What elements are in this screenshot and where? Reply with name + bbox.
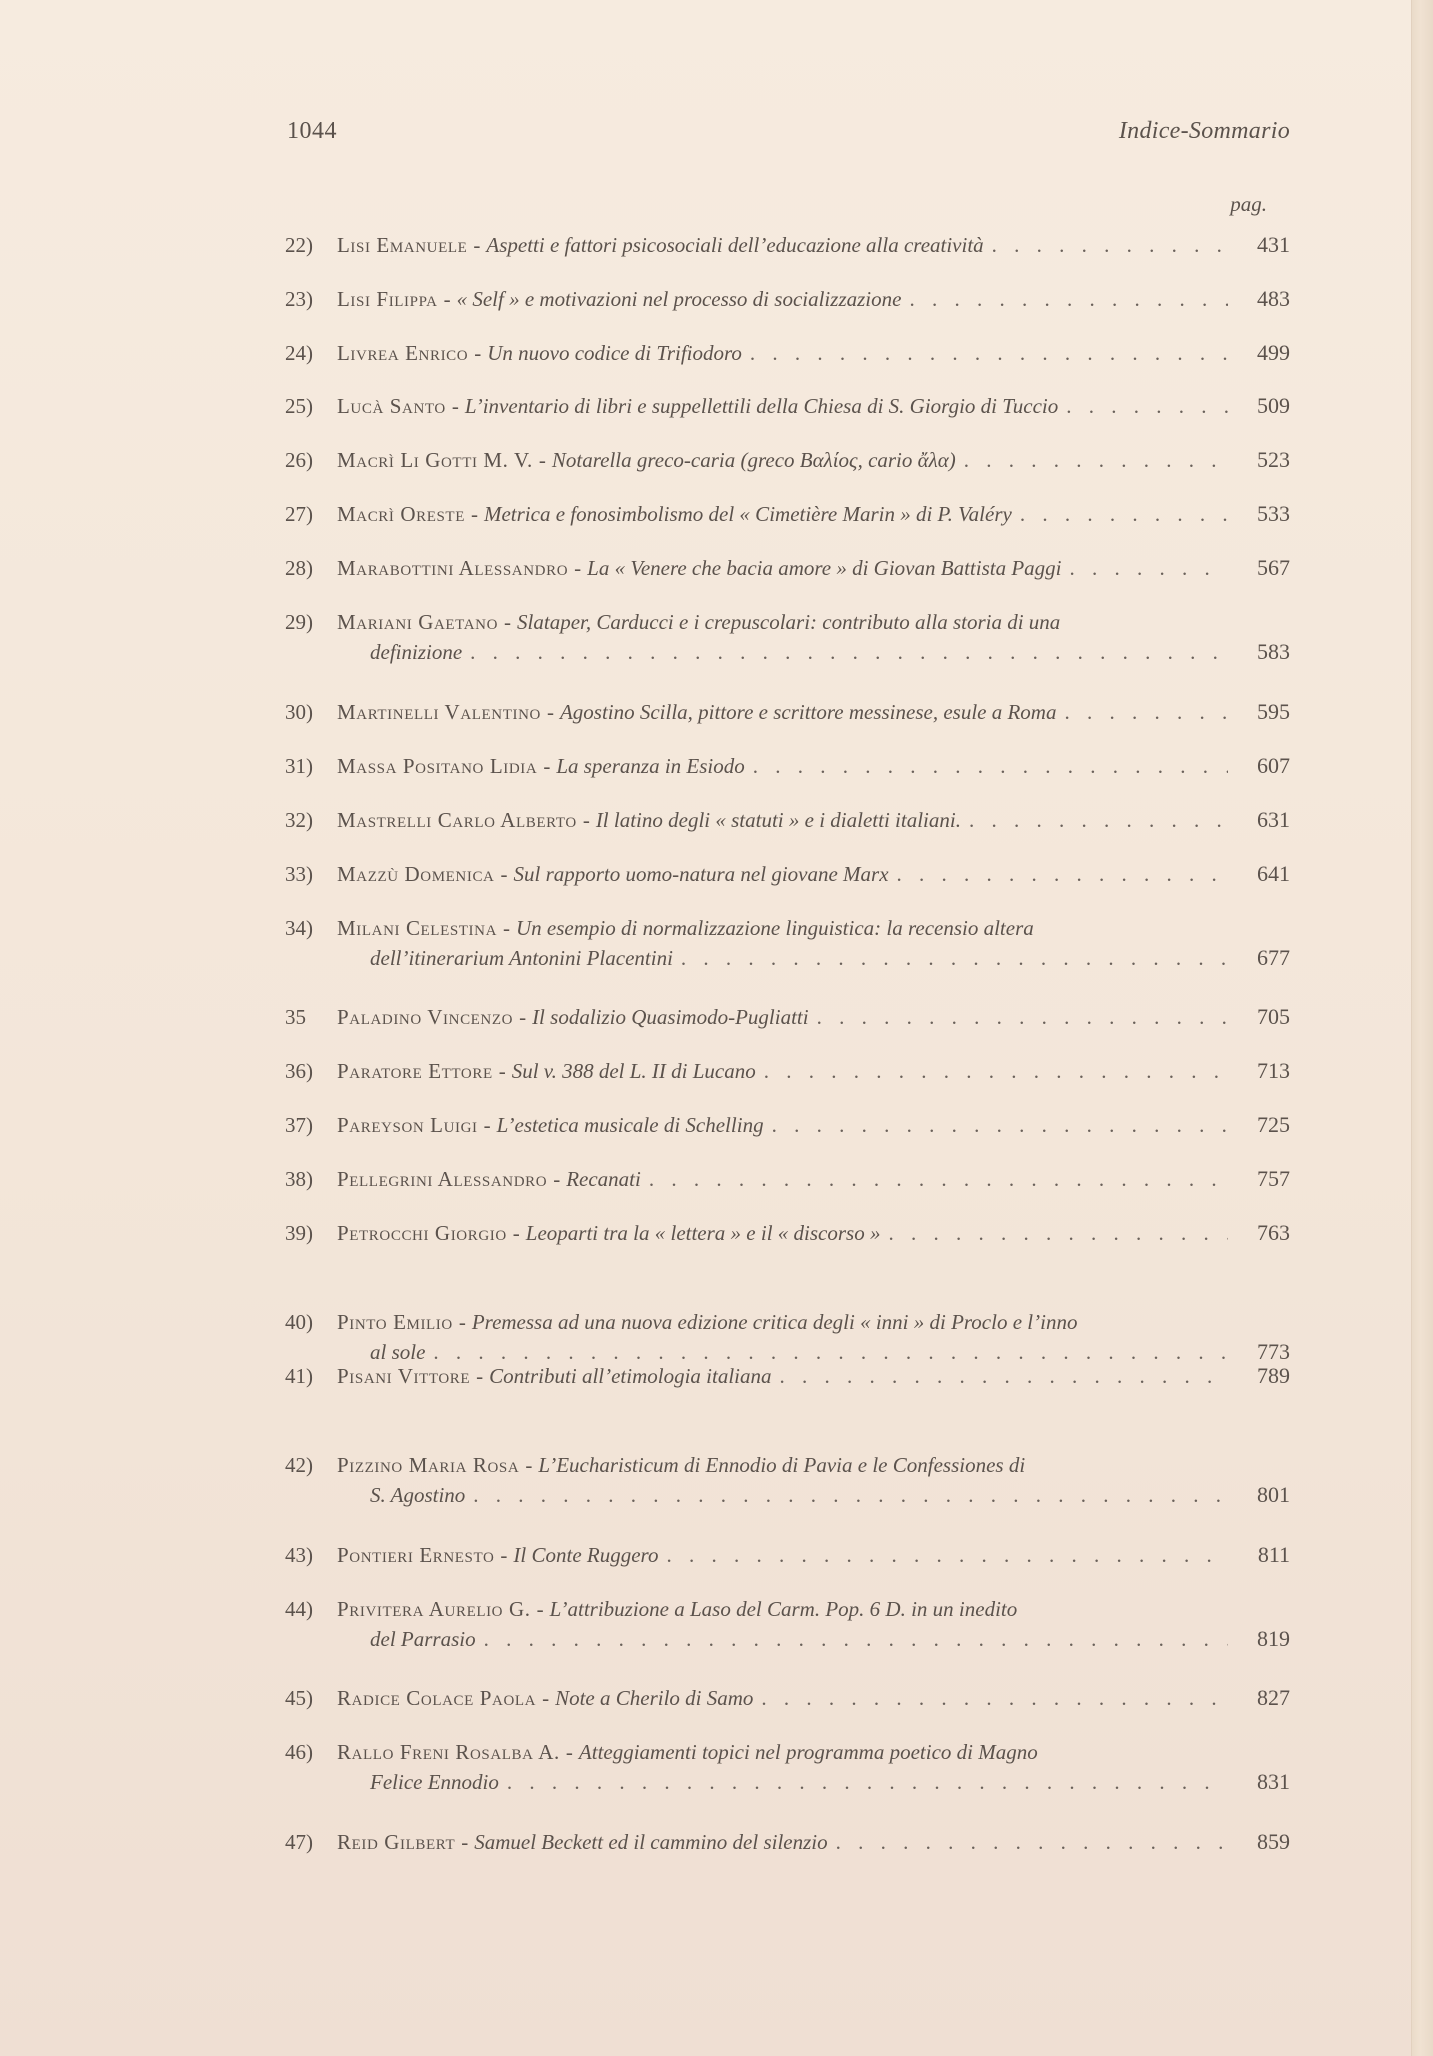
entry-separator: - <box>498 1059 506 1083</box>
running-head <box>287 118 1290 148</box>
entry-title-continuation: dell’itinerarium Antonini Placentini <box>370 946 673 970</box>
toc-entry-continuation <box>285 1767 1290 1797</box>
entry-separator: - <box>458 1310 466 1334</box>
entry-number: 38) <box>285 1167 313 1191</box>
toc-entry <box>285 553 1290 583</box>
entry-separator: - <box>525 1453 533 1477</box>
entry-title: Sul v. 388 del L. II di Lucano <box>511 1059 756 1083</box>
entry-separator: - <box>543 754 551 778</box>
entry-author: Mazzù Domenica <box>337 862 495 886</box>
dot-leader <box>956 445 1228 475</box>
entry-separator: - <box>512 1221 520 1245</box>
entry-separator: - <box>483 1113 491 1137</box>
entry-page: 583 <box>1257 639 1290 664</box>
entry-separator: - <box>538 448 546 472</box>
entry-page: 819 <box>1257 1626 1290 1651</box>
entry-author: Paratore Ettore <box>337 1059 493 1083</box>
entry-author: Pisani Vittore <box>337 1364 471 1388</box>
toc-entry <box>285 1056 1290 1086</box>
dot-leader <box>462 637 1228 667</box>
entry-page: 533 <box>1257 501 1290 526</box>
toc-entry <box>285 445 1290 475</box>
entry-author: Paladino Vincenzo <box>337 1005 514 1029</box>
entry-number: 41) <box>285 1364 313 1388</box>
dot-leader <box>476 1624 1228 1654</box>
toc-entry-line <box>285 1164 1290 1194</box>
entry-number: 46) <box>285 1740 313 1764</box>
toc-entry <box>285 805 1290 835</box>
entry-number: 40) <box>285 1310 313 1334</box>
toc-entry-line <box>285 1683 1290 1713</box>
toc-entry <box>285 1737 1290 1797</box>
toc-entry <box>285 338 1290 368</box>
section-title: Indice-Sommario <box>1118 118 1290 144</box>
entry-page: 677 <box>1257 945 1290 970</box>
entry-number: 44) <box>285 1597 313 1621</box>
entry-author: Radice Colace Paola <box>337 1686 537 1710</box>
toc-entry <box>285 697 1290 727</box>
entry-title: L’Eucharisticum di Ennodio di Pavia e le Confessiones di <box>538 1453 1026 1477</box>
entry-separator: - <box>500 1543 508 1567</box>
entry-title-continuation: al sole <box>370 1340 426 1364</box>
toc-entry-line <box>285 751 1290 781</box>
toc-entry <box>285 1307 1290 1367</box>
entry-page: 831 <box>1257 1769 1290 1794</box>
toc-entry <box>285 230 1290 260</box>
entry-author: Pinto Emilio <box>337 1310 453 1334</box>
entry-number: 47) <box>285 1830 313 1854</box>
entry-title-continuation: Felice Ennodio <box>370 1770 499 1794</box>
entry-page: 641 <box>1257 861 1290 886</box>
toc-entry-line <box>285 1540 1290 1570</box>
entry-separator: - <box>553 1167 561 1191</box>
entry-author: Pareyson Luigi <box>337 1113 478 1137</box>
entry-separator: - <box>574 556 582 580</box>
entry-page: 757 <box>1257 1166 1290 1191</box>
toc-entry <box>285 1450 1290 1510</box>
dot-leader <box>673 943 1228 973</box>
entry-title: Premessa ad una nuova edizione critica degli « inni » di Proclo e l’inno <box>471 1310 1078 1334</box>
toc-entry-line <box>285 1737 1290 1767</box>
toc-entry <box>285 1594 1290 1654</box>
toc-entry-continuation <box>285 1624 1290 1654</box>
entry-number: 43) <box>285 1543 313 1567</box>
toc-entry-line <box>285 1594 1290 1624</box>
dot-leader <box>880 1218 1228 1248</box>
entry-separator: - <box>474 341 482 365</box>
entry-author: Martinelli Valentino <box>337 700 541 724</box>
entry-title: Il sodalizio Quasimodo-Pugliatti <box>532 1005 809 1029</box>
toc-entry-line <box>285 1056 1290 1086</box>
entry-title: Note a Cherilo di Samo <box>555 1686 754 1710</box>
entry-page: 801 <box>1257 1482 1290 1507</box>
entry-number: 33) <box>285 862 313 886</box>
entry-title: « Self » e motivazioni nel processo di socializzazione <box>456 287 902 311</box>
entry-page: 763 <box>1257 1220 1290 1245</box>
entry-author: Milani Celestina <box>337 916 497 940</box>
dot-leader <box>658 1540 1228 1570</box>
toc-entry-line <box>285 913 1290 943</box>
entry-number: 39) <box>285 1221 313 1245</box>
entry-author: Macrì Li Gotti M. V. <box>337 448 533 472</box>
entry-title: Metrica e fonosimbolismo del « Cimetière Marin » di P. Valéry <box>483 502 1012 526</box>
entry-title: Un nuovo codice di Trifiodoro <box>487 341 742 365</box>
entry-title: L’inventario di libri e suppellettili della Chiesa di S. Giorgio di Tuccio <box>464 394 1059 418</box>
entry-author: Reid Gilbert <box>337 1830 456 1854</box>
entry-number: 28) <box>285 556 313 580</box>
entry-author: Pizzino Maria Rosa <box>337 1453 520 1477</box>
toc-entry <box>285 859 1290 889</box>
entry-number: 26) <box>285 448 313 472</box>
entry-separator: - <box>546 700 554 724</box>
entry-number: 36) <box>285 1059 313 1083</box>
entry-number: 42) <box>285 1453 313 1477</box>
entry-separator: - <box>542 1686 550 1710</box>
entry-title: Atteggiamenti topici nel programma poetico di Magno <box>578 1740 1038 1764</box>
entry-title: Contributi all’etimologia italiana <box>489 1364 772 1388</box>
toc-entry-line <box>285 805 1290 835</box>
dot-leader <box>1062 553 1228 583</box>
page-edge <box>1411 0 1433 2056</box>
dot-leader <box>828 1827 1228 1857</box>
entry-number: 34) <box>285 916 313 940</box>
entry-author: Lisi Filippa <box>337 287 438 311</box>
entry-author: Lisi Emanuele <box>337 233 468 257</box>
dot-leader <box>901 284 1228 314</box>
entry-page: 523 <box>1257 447 1290 472</box>
dot-leader <box>764 1110 1228 1140</box>
dot-leader <box>742 338 1228 368</box>
entry-page: 607 <box>1257 753 1290 778</box>
dot-leader <box>809 1002 1228 1032</box>
toc-entry-continuation <box>285 637 1290 667</box>
entry-title-continuation: S. Agostino <box>370 1483 466 1507</box>
entry-page: 811 <box>1257 1542 1290 1567</box>
toc-entry-line <box>285 230 1290 260</box>
entry-author: Pontieri Ernesto <box>337 1543 495 1567</box>
entry-separator: - <box>476 1364 484 1388</box>
toc-entry-line <box>285 1450 1290 1480</box>
toc-entry <box>285 391 1290 421</box>
toc-entry <box>285 1218 1290 1248</box>
entry-number: 22) <box>285 233 313 257</box>
entry-author: Petrocchi Giorgio <box>337 1221 507 1245</box>
entry-separator: - <box>473 233 481 257</box>
entry-number: 30) <box>285 700 313 724</box>
toc-entry-line <box>285 284 1290 314</box>
entry-separator: - <box>500 862 508 886</box>
page-number: 1044 <box>287 118 337 144</box>
entry-author: Macrì Oreste <box>337 502 465 526</box>
toc-entry-line <box>285 445 1290 475</box>
toc-entry-line <box>285 697 1290 727</box>
entry-page: 789 <box>1257 1363 1290 1388</box>
toc-entry-line <box>285 391 1290 421</box>
entry-number: 35 <box>285 1005 306 1029</box>
toc-entry <box>285 913 1290 973</box>
entry-separator: - <box>536 1597 544 1621</box>
dot-leader <box>745 751 1228 781</box>
entry-title: Un esempio di normalizzazione linguistica: la recensio altera <box>516 916 1034 940</box>
entry-page: 725 <box>1257 1112 1290 1137</box>
entry-author: Mariani Gaetano <box>337 610 499 634</box>
entry-page: 705 <box>1257 1004 1290 1029</box>
entry-number: 27) <box>285 502 313 526</box>
toc-entry-line <box>285 1218 1290 1248</box>
entry-title: Il latino degli « statuti » e i dialetti italiani. <box>595 808 961 832</box>
entry-title: L’attribuzione a Laso del Carm. Pop. 6 D. in un inedito <box>549 1597 1018 1621</box>
entry-author: Lucà Santo <box>337 394 446 418</box>
entry-author: Pellegrini Alessandro <box>337 1167 548 1191</box>
entry-title: La speranza in Esiodo <box>556 754 745 778</box>
entry-number: 23) <box>285 287 313 311</box>
dot-leader <box>1058 391 1228 421</box>
page-column-label: pag. <box>1230 192 1267 216</box>
toc-entry <box>285 1540 1290 1570</box>
toc-entry <box>285 1164 1290 1194</box>
entry-title: Aspetti e fattori psicosociali dell’educazione alla creatività <box>486 233 984 257</box>
dot-leader <box>961 805 1228 835</box>
entry-separator: - <box>582 808 590 832</box>
toc-entry-line <box>285 1307 1290 1337</box>
entry-title: Agostino Scilla, pittore e scrittore messinese, esule a Roma <box>559 700 1057 724</box>
toc-entry-line <box>285 1110 1290 1140</box>
entry-page: 509 <box>1257 393 1290 418</box>
entry-title: L’estetica musicale di Schelling <box>496 1113 764 1137</box>
dot-leader <box>772 1361 1228 1391</box>
entry-author: Privitera Aurelio G. <box>337 1597 531 1621</box>
entry-page: 773 <box>1257 1339 1290 1364</box>
toc-entry-line <box>285 553 1290 583</box>
entry-page: 713 <box>1257 1058 1290 1083</box>
entry-number: 29) <box>285 610 313 634</box>
dot-leader <box>984 230 1228 260</box>
entry-title: Notarella greco-caria (greco Βαλίος, cario ἄλα) <box>551 448 956 472</box>
entry-page: 431 <box>1257 232 1290 257</box>
toc-entry-line <box>285 1002 1290 1032</box>
toc-entry <box>285 751 1290 781</box>
toc-entry-continuation <box>285 1480 1290 1510</box>
entry-title: Slataper, Carducci e i crepuscolari: contributo alla storia di una <box>517 610 1061 634</box>
entry-title-continuation: definizione <box>370 640 463 664</box>
entry-author: Mastrelli Carlo Alberto <box>337 808 577 832</box>
entry-page: 827 <box>1257 1685 1290 1710</box>
entry-title: Il Conte Ruggero <box>513 1543 659 1567</box>
entry-author: Livrea Enrico <box>337 341 469 365</box>
entry-page: 499 <box>1257 340 1290 365</box>
toc-entry <box>285 1110 1290 1140</box>
toc-entry-line <box>285 1827 1290 1857</box>
toc-entry <box>285 1827 1290 1857</box>
entry-author: Massa Positano Lidia <box>337 754 538 778</box>
entry-number: 24) <box>285 341 313 365</box>
dot-leader <box>465 1480 1228 1510</box>
dot-leader <box>753 1683 1228 1713</box>
entry-page: 859 <box>1257 1829 1290 1854</box>
entry-number: 25) <box>285 394 313 418</box>
entry-number: 32) <box>285 808 313 832</box>
entry-separator: - <box>565 1740 573 1764</box>
entry-separator: - <box>503 916 510 940</box>
entry-title: La « Venere che bacia amore » di Giovan Battista Paggi <box>587 556 1062 580</box>
toc-entry-line <box>285 859 1290 889</box>
entry-page: 631 <box>1257 807 1290 832</box>
entry-title-continuation: del Parrasio <box>370 1627 476 1651</box>
entry-separator: - <box>443 287 451 311</box>
toc-entry-line <box>285 338 1290 368</box>
toc-entry <box>285 607 1290 667</box>
toc-entry <box>285 499 1290 529</box>
entry-separator: - <box>461 1830 469 1854</box>
entry-separator: - <box>470 502 478 526</box>
toc-entry <box>285 1683 1290 1713</box>
entry-page: 567 <box>1257 555 1290 580</box>
toc-entry <box>285 284 1290 314</box>
entry-separator: - <box>451 394 459 418</box>
toc-entry-continuation <box>285 943 1290 973</box>
dot-leader <box>756 1056 1228 1086</box>
entry-title: Sul rapporto uomo-natura nel giovane Marx <box>513 862 889 886</box>
dot-leader <box>499 1767 1228 1797</box>
entry-author: Rallo Freni Rosalba A. <box>337 1740 560 1764</box>
entry-page: 595 <box>1257 699 1290 724</box>
toc-entry <box>285 1361 1290 1391</box>
dot-leader <box>641 1164 1228 1194</box>
dot-leader <box>1056 697 1228 727</box>
entry-separator: - <box>519 1005 527 1029</box>
entry-number: 45) <box>285 1686 313 1710</box>
entry-title: Samuel Beckett ed il cammino del silenzio <box>474 1830 828 1854</box>
dot-leader <box>1012 499 1228 529</box>
toc-entry-line <box>285 1361 1290 1391</box>
entry-page: 483 <box>1257 286 1290 311</box>
entry-author: Marabottini Alessandro <box>337 556 569 580</box>
entry-separator: - <box>504 610 512 634</box>
entry-title: Recanati <box>566 1167 641 1191</box>
toc-entry <box>285 1002 1290 1032</box>
dot-leader <box>889 859 1228 889</box>
entry-title: Leoparti tra la « lettera » e il « discorso » <box>525 1221 881 1245</box>
entry-number: 37) <box>285 1113 313 1137</box>
toc-entry-line <box>285 607 1290 637</box>
toc-entry-line <box>285 499 1290 529</box>
entry-number: 31) <box>285 754 313 778</box>
